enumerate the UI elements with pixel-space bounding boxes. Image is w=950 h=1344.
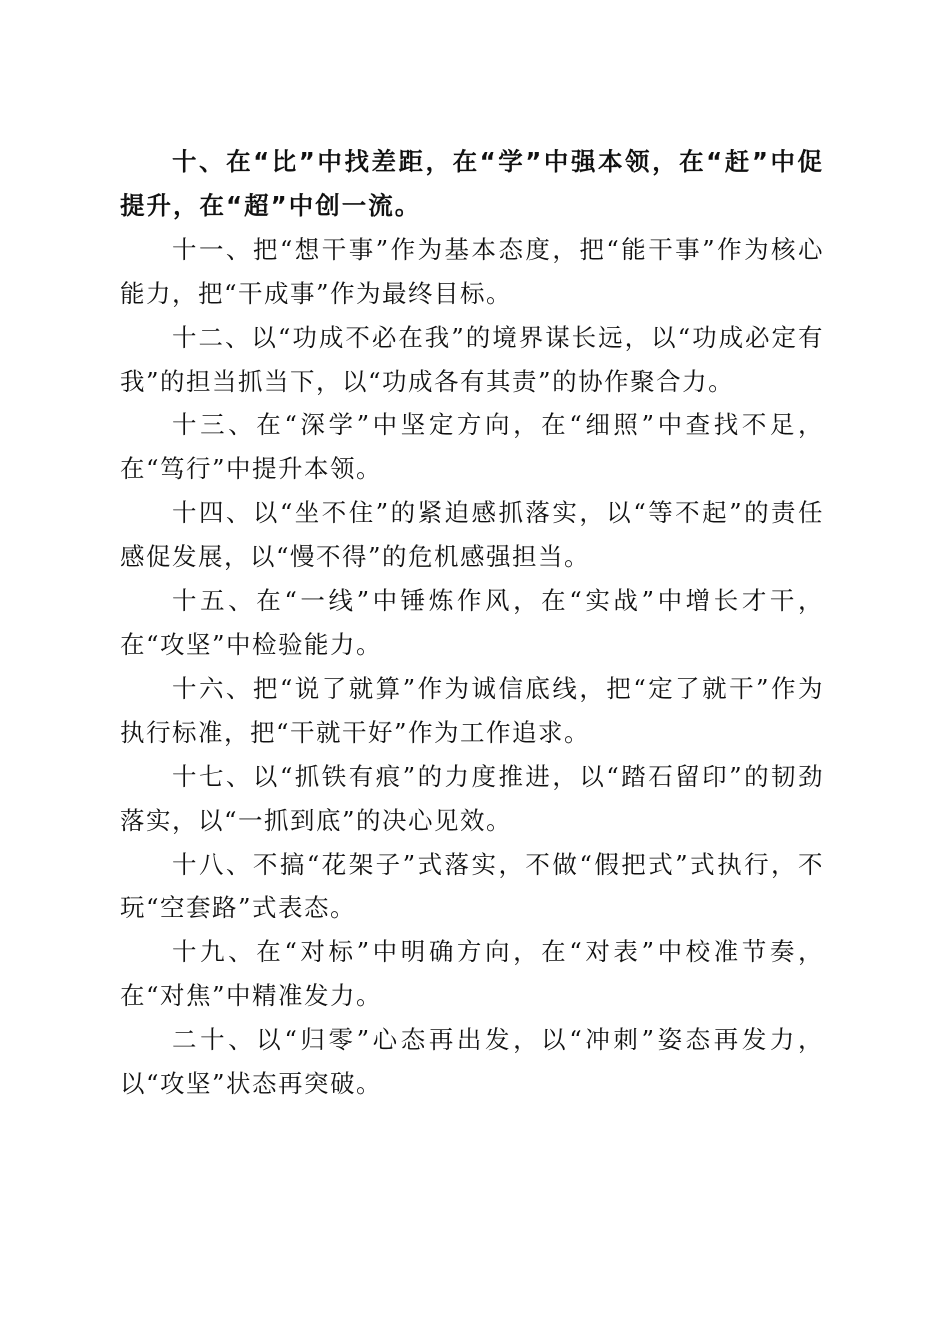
paragraph-11: 十一、把“想干事”作为基本态度，把“能干事”作为核心能力，把“干成事”作为最终目标。 — [120, 234, 824, 308]
paragraph-13: 十三、在“深学”中坚定方向，在“细照”中查找不足，在“笃行”中提升本领。 — [120, 410, 824, 484]
paragraph-14: 十四、以“坐不住”的紧迫感抓落实，以“等不起”的责任感促发展，以“慢不得”的危机感强担当。 — [120, 498, 824, 572]
document-body — [120, 140, 824, 1106]
paragraph-10: 十、在“比”中找差距，在“学”中强本领，在“赶”中促提升，在“超”中创一流。 — [120, 147, 824, 220]
paragraph-19: 十九、在“对标”中明确方向，在“对表”中校准节奏，在“对焦”中精准发力。 — [120, 937, 824, 1011]
paragraph-16: 十六、把“说了就算”作为诚信底线，把“定了就干”作为执行标准，把“干就干好”作为工作追求。 — [120, 673, 824, 747]
paragraph-18: 十八、不搞“花架子”式落实，不做“假把式”式执行，不玩“空套路”式表态。 — [120, 849, 824, 923]
paragraph-15: 十五、在“一线”中锤炼作风，在“实战”中增长才干，在“攻坚”中检验能力。 — [120, 586, 824, 659]
paragraph-17: 十七、以“抓铁有痕”的力度推进，以“踏石留印”的韧劲落实，以“一抓到底”的决心见效。 — [120, 761, 824, 835]
paragraph-12: 十二、以“功成不必在我”的境界谋长远，以“功成必定有我”的担当抓当下，以“功成各有其责”的协作聚合力。 — [120, 322, 824, 396]
paragraph-20: 二十、以“归零”心态再出发，以“冲刺”姿态再发力，以“攻坚”状态再突破。 — [120, 1025, 824, 1099]
